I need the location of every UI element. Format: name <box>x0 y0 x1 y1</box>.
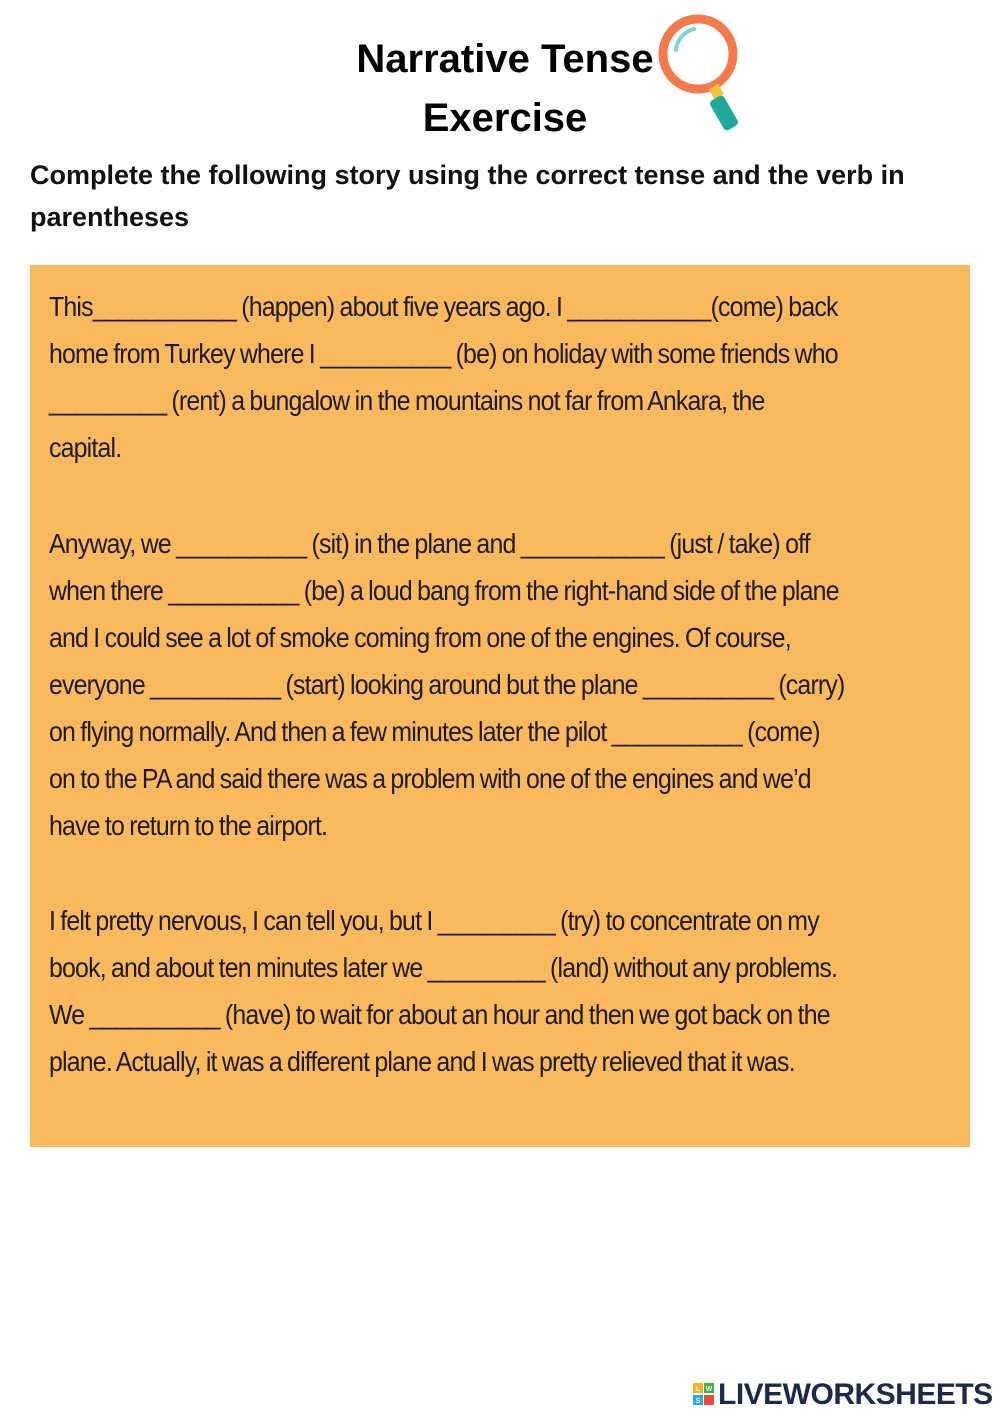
story-line: Anyway, we __________ (sit) in the plane and ___________ (just / take) off <box>49 528 810 559</box>
story-line: plane. Actually, it was a different plane and I was pretty relieved that it was. <box>49 1046 795 1077</box>
title-line-1: Narrative Tense <box>356 37 654 81</box>
liveworksheets-logo-icon <box>693 1383 715 1407</box>
logo-letter: W <box>705 1386 713 1393</box>
story-line: have to return to the airport. <box>49 810 328 841</box>
story-line: book, and about ten minutes later we _________ (land) without any problems. <box>49 952 838 983</box>
magnifying-glass-icon <box>656 12 751 134</box>
story-line: on flying normally. And then a few minutes later the pilot __________ (come) <box>49 716 820 747</box>
story-line: on to the PA and said there was a problem with one of the engines and we’d <box>49 763 811 794</box>
liveworksheets-logo[interactable] <box>693 1378 993 1412</box>
title-line-2: Exercise <box>422 96 588 140</box>
logo-letter: S <box>695 1398 701 1405</box>
story-line: home from Turkey where I __________ (be) on holiday with some friends who <box>49 338 838 369</box>
story-line: We __________ (have) to wait for about an hour and then we got back on the <box>49 999 830 1030</box>
story-line: everyone __________ (start) looking around but the plane __________ (carry) <box>49 669 845 700</box>
logo-text: LIVEWORKSHEETS <box>718 1378 993 1411</box>
story-line: _________ (rent) a bungalow in the mountains not far from Ankara, the <box>49 385 765 416</box>
story-line: This___________ (happen) about five years ago. I ___________(come) back <box>49 291 838 322</box>
story-paragraph-2 <box>49 520 864 849</box>
story-box <box>30 265 970 1147</box>
logo-letter: L <box>695 1386 701 1393</box>
story-line: and I could see a lot of smoke coming from one of the engines. Of course, <box>49 622 791 653</box>
story-line: I felt pretty nervous, I can tell you, but I _________ (try) to concentrate on my <box>49 905 819 936</box>
story-line: capital. <box>49 432 122 463</box>
story-line: when there __________ (be) a loud bang from the right-hand side of the plane <box>49 575 839 606</box>
instructions: Complete the following story using the correct tense and the verb in parentheses <box>30 160 905 232</box>
story-paragraph-3 <box>49 897 864 1085</box>
story-paragraph-1 <box>49 283 864 471</box>
